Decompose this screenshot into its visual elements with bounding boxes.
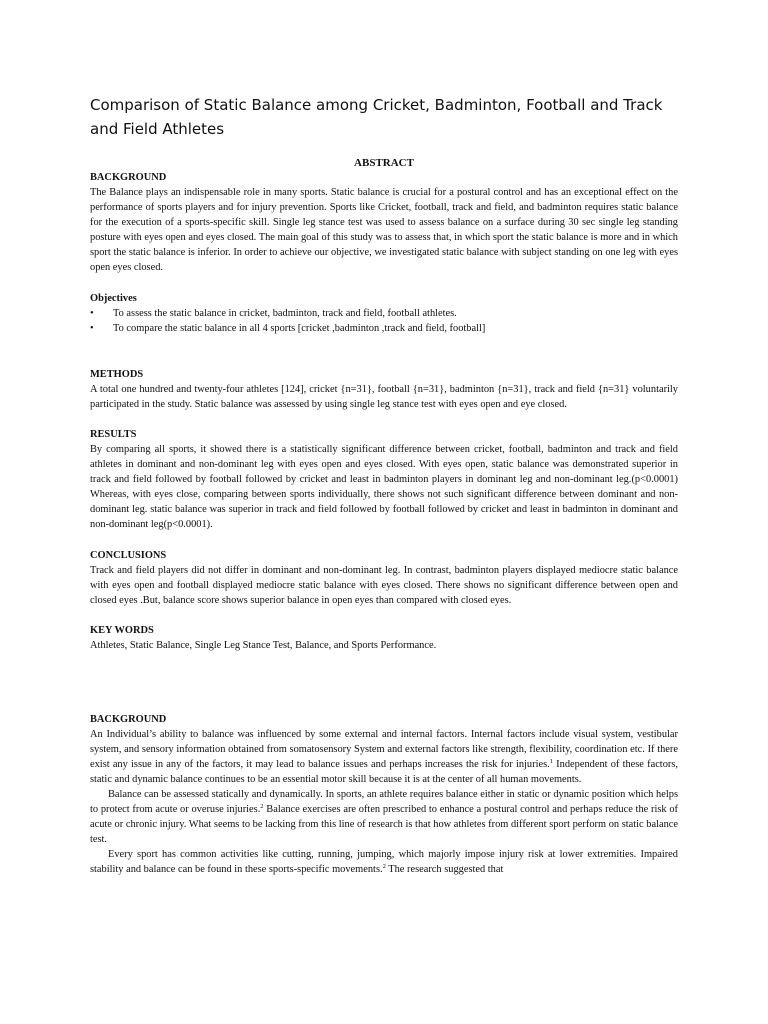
body-paragraph-2 bbox=[90, 787, 678, 847]
abstract-heading: ABSTRACT bbox=[354, 157, 414, 169]
methods-heading: METHODS bbox=[90, 369, 144, 380]
objective-item: • To compare the static balance in all 4 sports [cricket ,badminton ,track and field, football] bbox=[90, 321, 678, 336]
body-paragraph-1 bbox=[90, 727, 678, 787]
objectives-heading: Objectives bbox=[90, 293, 137, 304]
body-paragraph-3 bbox=[90, 847, 678, 877]
body-paragraph-3-text: Every sport has common activities like cutting, running, jumping, which majorly impose injury risk at lower extremities. Impaired stability and balance can be found in these sports-specific movements. bbox=[90, 849, 678, 875]
citation-ref: 2 bbox=[382, 863, 386, 870]
paper-title: Comparison of Static Balance among Cricket, Badminton, Football and Track and Field Athletes bbox=[90, 96, 663, 138]
abstract-background-text: The Balance plays an indispensable role in many sports. Static balance is crucial for a postural control and has an exceptional effect on the performance of sports players and for injury prevention. Sports like Cricket, football, track and field, and badminton requires static balance for the execution of a sports-specific skill. Single leg stance test was used to assess balance on a surface during 30 sec single leg standing posture with eyes open and eyes closed. The main goal of this study was to assess that, in which sport the static balance is more and in which sport the static balance is inferior. In order to achieve our objective, we investigated static balance with subject standing on one leg with eyes open eyes closed. bbox=[90, 187, 678, 273]
results-heading: RESULTS bbox=[90, 429, 137, 440]
body-paragraph-2-text-cont: Balance exercises are often prescribed to enhance a postural control and perhaps reduce the risk of acute or chronic injury. What seems to be lacking from this line of research is that how athletes from different sport perform on static balance test. bbox=[90, 804, 678, 845]
objective-item: • To assess the static balance in cricket, badminton, track and field, football athletes. bbox=[90, 306, 678, 321]
methods-text: A total one hundred and twenty-four athletes [124], cricket {n=31}, football {n=31}, badminton {n=31}, track and field {n=31} voluntarily participated in the study. Static balance was assessed by using single leg stance test with eyes open and eye closed. bbox=[90, 384, 678, 410]
objectives-list bbox=[90, 306, 678, 336]
paper-content bbox=[90, 170, 678, 877]
keywords-text: Athletes, Static Balance, Single Leg Stance Test, Balance, and Sports Performance. bbox=[90, 640, 437, 651]
citation-ref: 1 bbox=[549, 758, 553, 765]
results-text: By comparing all sports, it showed there is a statistically significant difference between cricket, football, badminton and track and field athletes in dominant and non-dominant leg with eyes open and eyes closed. With eyes open, static balance was demonstrated superior in track and field followed by football followed by cricket and least in badminton players in dominant leg and non-dominant leg.(p<0.0001) Whereas, with eyes close, comparing between sports individually, there shows not such significant difference between dominant and non-dominant leg. static balance was superior in track and field followed by football followed by cricket and least in badminton in dominant and non-dominant leg(p<0.0001). bbox=[90, 444, 678, 530]
conclusions-heading: CONCLUSIONS bbox=[90, 550, 167, 561]
conclusions-text: Track and field players did not differ in dominant and non-dominant leg. In contrast, badminton players displayed mediocre static balance with eyes open and football displayed mediocre static balance with eyes closed. There shows no significant difference between open and closed eyes .But, balance score shows superior balance in open eyes than compared with closed eyes. bbox=[90, 565, 678, 606]
body-paragraph-1-text: An Individual’s ability to balance was influenced by some external and internal factors. Internal factors include visual system, vestibular system, and sensory information obtained from somatosensory System and external factors like strength, flexibility, coordination etc. If there exist any issue in any of the factors, it may lead to balance issues and perhaps increases the risk for injuries. bbox=[90, 729, 678, 770]
abstract-background-heading: BACKGROUND bbox=[90, 172, 167, 183]
body-background-heading: BACKGROUND bbox=[90, 714, 167, 725]
body-paragraph-3-text-cont: The research suggested that bbox=[385, 864, 504, 875]
citation-ref: 2 bbox=[260, 803, 264, 810]
keywords-heading: KEY WORDS bbox=[90, 625, 154, 636]
body-paragraph-2-text: Balance can be assessed statically and dynamically. In sports, an athlete requires balance either in static or dynamic position which helps to protect from acute or overuse injuries. bbox=[90, 789, 678, 815]
body-paragraph-1-text-cont: Independent of these factors, static and dynamic balance continues to be an essential motor skill because it is at the center of all human movements. bbox=[90, 759, 678, 785]
